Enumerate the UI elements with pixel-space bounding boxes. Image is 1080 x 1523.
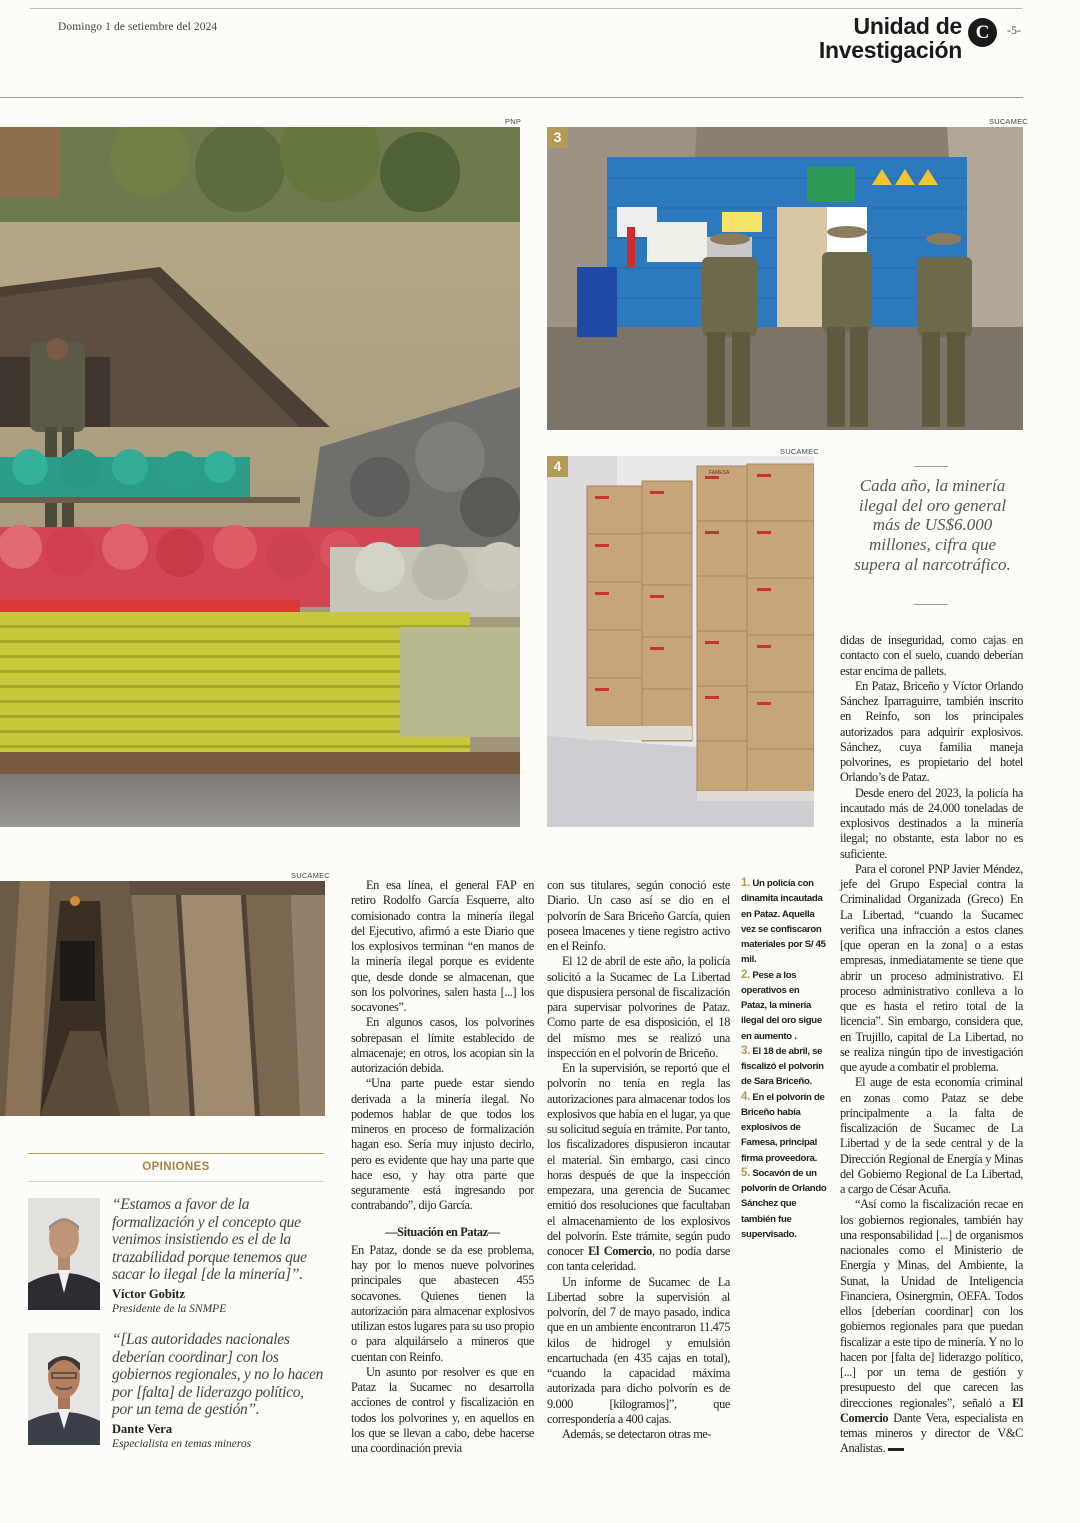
photo-seized-explosives-art [0, 127, 520, 827]
paragraph: En Pataz, Briceño y Víctor Orlando Sánchez Iparraguirre, también inscrito en Reinfo, son los principales autorizados para adquirir explosivos. Sánchez, cuya familia maneja polvorines, es propietario del hotel Orlando’s de Pataz. [840, 678, 1023, 785]
paragraph: didas de inseguridad, como cajas en contacto con el suelo, cuando deberían estar encima de pallets. [840, 633, 1023, 678]
paragraph-text: Dante Vera, especialista en temas mineros y director de V&C Analistas. [840, 1410, 1023, 1456]
top-rule [30, 8, 1022, 9]
photo-inspection-magazine [547, 127, 1023, 430]
section-title-line1: Unidad de [853, 13, 962, 39]
paragraph: Además, se detectaron otras me- [562, 1427, 712, 1441]
caption-number: 2. [741, 968, 750, 981]
section-title-line2: Investigación [818, 37, 962, 63]
caption-4 [741, 1090, 827, 1166]
paragraph: En esa línea, el general FAP en retiro Rodolfo García Esquerre, alto comisionado contra la minería ilegal del Ejecutivo, afirmó a este Diario que los explosivos terminan “en manos de la minería ilegal porque es evidente que, desde donde se almacenan, que son los polvorines, salen hasta [...] los socavones”. [351, 878, 534, 1014]
paragraph [840, 1197, 1023, 1456]
box-brand-label: FAMESA [709, 470, 730, 476]
avatar [28, 1198, 100, 1310]
caption-number: 5. [741, 1166, 750, 1179]
paragraph: El 12 de abril de este año, la policía solicitó a la Sucamec de La Libertad que dispusiera personal de fiscalización para supervisar polvorines de Pataz. Como parte de esa disposición, el 18 del mismo mes se realizó una inspección en el polvorín de Briceño. [547, 954, 730, 1060]
opinions-title: OPINIONES [142, 1161, 210, 1173]
photo4-credit: SUCAMEC [780, 447, 819, 456]
caption-number: 3. [741, 1044, 750, 1057]
article-column-3 [840, 633, 1023, 1457]
avatar-gobitz-art [28, 1198, 100, 1310]
photo-tunnel-art [0, 881, 325, 1116]
photo-stacked-boxes [547, 456, 814, 827]
opinion-name-1: Víctor Gobitz [112, 1287, 186, 1301]
pullquote-rule-top [914, 466, 948, 467]
caption-text: Pese a los operativos en Pataz, la minería ilegal del oro sigue en aumento . [741, 969, 822, 1042]
paragraph: Desde enero del 2023, la policía ha incautado más de 24.000 toneladas de explosivos destinados a la minería ilegal; no obstante, esta labor no es suficiente. [840, 785, 1023, 861]
photo3-credit: SUCAMEC [989, 117, 1028, 126]
paragraph: En algunos casos, los polvorines sobrepasan el límite establecido de almacenaje; en otros, los acopian sin la autorización debida. [351, 1015, 534, 1075]
photo-captions [741, 876, 827, 1242]
caption-text: Socavón de un polvorín de Orlando Sánchez que también fue supervisado. [741, 1167, 827, 1240]
paragraph: Un informe de Sucamec de La Libertad sobre la supervisión al polvorín, del 7 de mayo pasado, indica que en un ambiente encontraron 11.475 kilos de hidrogel y emulsión encartuchada (en 435 cajas en total), “cuando la capacidad máxima autorizada para dicho polvorín es de 9.000 [kilogramos]”, que correspondería a 400 cajas. [547, 1274, 730, 1426]
caption-number: 4. [741, 1090, 750, 1103]
opinion-role-1: Presidente de la SNMPE [112, 1303, 227, 1315]
paragraph-text: “Así como la fiscalización recae en los gobiernos regionales, también hay una responsabilidad [...] de organismos nacionales como el Ministerio de Energía y Minas, del Ambiente, la Sunat, la Unidad de Inteligencia Financiera, Osinergmin, OEFA. Todos ellos [deberían coordinar] con los gobiernos regionales para que puedan fiscalizar a este tipo de minería. Y no lo hacen por [falta de] liderazgo político, [...] por un tema de gestión y presupuesto del que carecen las direcciones regionales”, señaló a [840, 1197, 1023, 1410]
newspaper-logo-icon: C [968, 18, 997, 47]
newspaper-name: El Comercio [588, 1244, 652, 1258]
caption-number: 1. [741, 877, 750, 889]
photo-tunnel [0, 881, 325, 1116]
paragraph: “Una parte puede estar siendo derivada a la minería ilegal. No podemos hablar de que todos los mineros en proceso de formalización hagan eso. Sería muy injusto decirlo, pero es evidente que hay una parte que hace eso, y hay otra parte que seguramente está ingresando por contrabando”, dijo García. [351, 1076, 534, 1213]
end-mark [888, 1448, 904, 1451]
caption-1 [741, 876, 827, 968]
photo-stacked-boxes-art [547, 456, 814, 827]
paragraph: Para el coronel PNP Javier Méndez, jefe del Grupo Especial contra la Criminalidad Organizada (Greco) En La Libertad, “cuando la Sucamec verifica una infracción a estos clanes [que operan en la zona] o a estas empresas, inmediatamente se tiene que abrir un proceso administrativo. El proceso administrativo conlleva a lo que es hasta el retiro total de la licencia”. Sin embargo, considera que, en Trujillo, capital de La Libertad, no se realiza ningún tipo de investigación que ayude a combatir el problema. [840, 861, 1023, 1074]
paragraph-text: En la supervisión, se reportó que el polvorín no tenía en regla las autorizaciones para almacenar todos los explosivos que había en el lugar, ya que su solicitud seguía en trámite. Por tanto, los fiscalizadores dispusieron incautar el material. Sin embargo, casi cinco horas después de que la inspección empezara, una gerencia de Sucamec emitió dos resoluciones que facultaban el almacenamiento de los explosivos del polvorín. Este trámite, según pudo conocer [547, 1061, 730, 1258]
paragraph: Un asunto por resolver es que en Pataz la Sucamec no desarrolla acciones de control y fiscalización en todos los polvorines y, en aquellos en los que se llevan a cabo, debe hacerse una coordinación previa [351, 1364, 534, 1455]
paragraph [547, 1061, 730, 1275]
opinion-role-2: Especialista en temas mineros [112, 1438, 252, 1450]
photo1-credit: PNP [505, 117, 522, 126]
photo4-number-badge: 4 [547, 456, 568, 477]
caption-3 [741, 1044, 827, 1090]
avatar-vera-art [28, 1333, 100, 1445]
pullquote-rule-bottom [914, 604, 948, 605]
opinions-title-rule [28, 1181, 324, 1182]
header-rule [0, 97, 1023, 98]
article-column-1 [351, 878, 534, 1456]
caption-5 [741, 1166, 827, 1242]
avatar [28, 1333, 100, 1445]
pullquote: Cada año, la minería ilegal del oro general más de US$6.000 millones, cifra que supera al narcotráfico. [854, 476, 1011, 574]
caption-text: El 18 de abril, se fiscalizó el polvorín de Sara Briceño. [741, 1045, 824, 1088]
photo5-credit: SUCAMEC [291, 871, 330, 880]
photo3-number-badge: 3 [547, 127, 568, 148]
paragraph: El auge de esta economía criminal en zonas como Pataz se debe principalmente a la falta de fiscalización de Sucamec de La Libertad y de la sede central y de la Dirección Regional de Energía y Minas del Gobierno Regional de La Libertad, a cargo de César Acuña. [840, 1075, 1023, 1196]
article-subhead: —Situación en Pataz— [385, 1224, 500, 1239]
photo-seized-explosives [0, 127, 520, 827]
paragraph: con sus titulares, según conoció este Diario. Un caso así se dio en el polvorín de Sara Briceño García, quien poseea lmacenes y tiene registro activo en el Reinfo. [547, 878, 730, 953]
caption-text: Un policía con dinamita incautada en Pataz. Aquella vez se confiscaron materiales por S/ 45 mil. [741, 878, 826, 966]
opinion-quote-2: “[Las autoridades nacionales deberían coordinar] con los gobiernos regionales, y no lo hacen por [falta] de liderazgo político, por un tema de gestión”. [112, 1331, 324, 1418]
section-title [819, 14, 962, 62]
article-column-2 [547, 878, 730, 1442]
issue-date: Domingo 1 de setiembre del 2024 [58, 21, 218, 33]
caption-text: En el polvorín de Briceño había explosivos de Famesa, principal firma proveedora. [741, 1091, 825, 1164]
photo-inspection-magazine-art [547, 127, 1023, 430]
newspaper-name: El Comercio [840, 1395, 1023, 1425]
opinions-rule [28, 1153, 324, 1154]
paragraph-text: , no podía darse con tanta celeridad. [547, 1244, 730, 1274]
paragraph: En Pataz, donde se da ese problema, hay por lo menos nueve polvorines principales que abastecen 455 socavones. Quienes tienen la autorización para almacenar explosivos utilizan estos lugares para su uso propio o para alquilárselo a mineros que cuentan con Reinfo. [351, 1242, 534, 1364]
caption-2 [741, 968, 827, 1044]
page-number: -5- [1007, 23, 1021, 37]
opinion-quote-1: “Estamos a favor de la formalización y el concepto que venimos insistiendo es el de la trazabilidad porque tenemos que sacar lo ilegal [de la minería]”. [112, 1196, 307, 1283]
opinion-name-2: Dante Vera [112, 1422, 173, 1436]
